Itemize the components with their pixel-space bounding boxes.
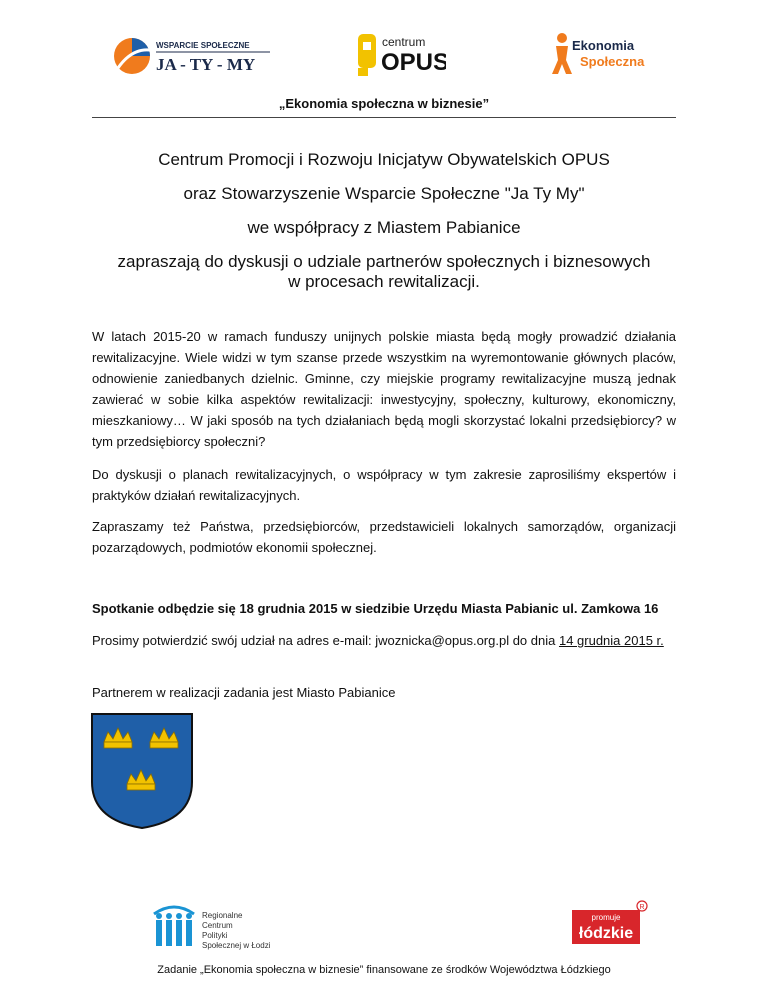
footer-funding-note: Zadanie „Ekonomia społeczna w biznesie” finansowane ze środków Województwa Łódzkiego: [157, 964, 611, 976]
logo-jatymy-big-text: JA - TY - MY: [156, 55, 256, 74]
rcpsl-line-1: Regionalne: [202, 911, 243, 920]
lodzkie-logo-graphic: [570, 898, 650, 946]
logo-rcps-lodz: [152, 900, 282, 952]
logo-jatymy-small-text: WSPARCIE SPOŁECZNE: [156, 41, 250, 50]
confirm-text: Prosimy potwierdzić swój udział na adres e-mail: jwoznicka@opus.org.pl do dnia: [92, 633, 559, 648]
logo-ekonomia-spoleczna: [552, 30, 652, 80]
intro-line-1: Centrum Promocji i Rozwoju Inicjatyw Obywatelskich OPUS: [158, 150, 610, 169]
logo-opus-big-text: OPUS: [381, 49, 446, 76]
rcps-logo-graphic: [152, 900, 282, 952]
paragraph-1: W latach 2015-20 w ramach funduszy unijnych polskie miasta będą mogły prowadzić działania rewitalizacyjne. Wiele widzi w tym szanse przede wszystkim na wyremontowanie głównych placów, odnowienie zaniedbanych dzielnic. Gminne, czy miejskie programy rewitalizacyjne muszą jednak zawierać w sobie kilka aspektów rewitalizacji: inwestycyjny, społeczny, kulturowy, ekonomiczny, mieszkaniowy… W jaki sposób na tych działaniach będą mogli skorzystać lokalni przedsiębiorcy? w tym przedsiębiorcy społeczni?: [92, 329, 676, 449]
logo-promuje-lodzkie: [570, 898, 650, 946]
intro-line-2: oraz Stowarzyszenie Wsparcie Społeczne "Ja Ty My": [183, 184, 585, 203]
confirm-paragraph: [92, 630, 676, 651]
intro-line-3: we współpracy z Miastem Pabianice: [247, 218, 521, 237]
lodzkie-top-text: promuje: [591, 913, 621, 922]
ja-ty-my-logo-graphic: [112, 28, 272, 84]
confirm-date: 14 grudnia 2015 r.: [558, 633, 664, 648]
lodzkie-big-text: łódzkie: [578, 925, 634, 942]
intro-line-4b: w procesach rewitalizacji.: [288, 272, 480, 291]
paragraph-2: Do dyskusji o planach rewitalizacyjnych, o współpracy w tym zakresie zaprosiliśmy ekspertów i praktyków działań rewitalizacyjnych.: [92, 467, 676, 503]
meeting-info: Spotkanie odbędzie się 18 grudnia 2015 w siedzibie Urzędu Miasta Pabianic ul. Zamkowa 16: [92, 601, 659, 616]
pabianice-coat-of-arms: [90, 712, 194, 830]
logo-es-line1: Ekonomia: [572, 38, 635, 53]
rcpsl-line-2: Centrum: [202, 921, 233, 930]
opus-logo-graphic: [356, 30, 446, 78]
header-divider: [92, 117, 676, 118]
es-logo-graphic: [552, 30, 652, 80]
logo-ja-ty-my: [112, 28, 272, 84]
paragraph-3: Zapraszamy też Państwa, przedsiębiorców, przedstawicieli lokalnych samorządów, organizacji pozarządowych, podmiotów ekonomii społecznej.: [92, 519, 676, 555]
logo-opus-top-text: centrum: [382, 35, 426, 49]
intro-line-4a: zapraszają do dyskusji o udziale partnerów społecznych i biznesowych: [117, 252, 651, 271]
coat-of-arms-graphic: [90, 712, 194, 830]
header-title: „Ekonomia społeczna w biznesie”: [278, 96, 490, 111]
logo-es-line2: Społeczna: [580, 54, 645, 69]
svg-text:R: R: [639, 904, 645, 911]
rcpsl-line-3: Polityki: [202, 931, 228, 940]
rcpsl-line-4: Społecznej w Łodzi: [202, 941, 271, 950]
partner-info: Partnerem w realizacji zadania jest Miasto Pabianice: [92, 685, 396, 700]
logo-centrum-opus: [356, 30, 446, 78]
